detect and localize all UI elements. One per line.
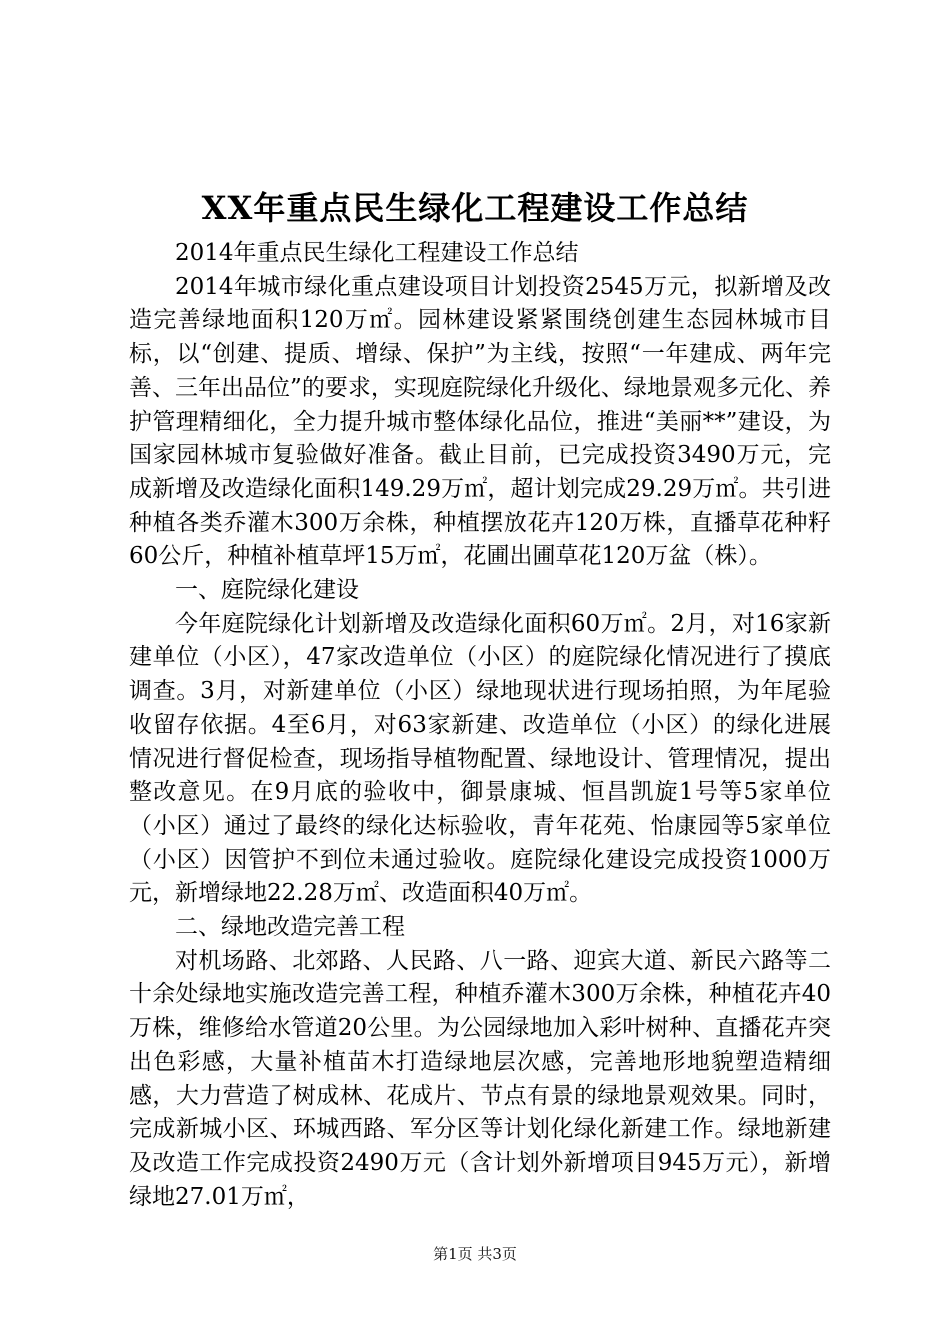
section-heading-greenspace: 二、绿地改造完善工程 xyxy=(175,914,405,941)
section-heading-courtyard: 一、庭院绿化建设 xyxy=(175,577,359,604)
courtyard-paragraph: 今年庭院绿化计划新增及改造绿化面积60万㎡。2月，对16家新建单位（小区），47家改造单位（小区）的庭院绿化情况进行了摸底调查。3月，对新建单位（小区）绿地现状进行现场拍照，为年尾验收留存依据。4至6月，对63家新建、改造单位（小区）的绿化进展情况进行督促检查，现场指导植物配置、绿地设计、管理情况，提出整改意见。在9月底的验收中，御景康城、恒昌凯旋1号等5家单位（小区）通过了最终的绿化达标验收，青年花苑、怡康园等5家单位（小区）因管护不到位未通过验收。庭院绿化建设完成投资1000万元，新增绿地22.28万㎡、改造面积40万㎡。 xyxy=(129,610,831,907)
document-body xyxy=(129,237,831,1214)
summary-paragraph: 2014年城市绿化重点建设项目计划投资2545万元，拟新增及改造完善绿地面积120万㎡。园林建设紧紧围绕创建生态园林城市目标，以“创建、提质、增绿、保护”为主线，按照“一年建成、两年完善、三年出品位”的要求，实现庭院绿化升级化、绿地景观多元化、养护管理精细化，全力提升城市整体绿化品位，推进“美丽**”建设，为国家园林城市复验做好准备。截止目前，已完成投资3490万元，完成新增及改造绿化面积149.29万㎡，超计划完成29.29万㎡。共引进种植各类乔灌木300万余株，种植摆放花卉120万株，直播草花种籽60公斤，种植补植草坪15万㎡，花圃出圃草花120万盆（株）。 xyxy=(129,273,831,570)
greenspace-paragraph: 对机场路、北郊路、人民路、八一路、迎宾大道、新民六路等二十余处绿地实施改造完善工程，种植乔灌木300万余株，种植花卉40万株，维修给水管道20公里。为公园绿地加入彩叶树种、直播花卉突出色彩感，大量补植苗木打造绿地层次感，完善地形地貌塑造精细感，大力营造了树成林、花成片、节点有景的绿地景观效果。同时，完成新城小区、环城西路、军分区等计划化绿化新建工作。绿地新建及改造工作完成投资2490万元（含计划外新增项目945万元），新增绿地27.01万㎡， xyxy=(129,947,831,1210)
document-title: XX年重点民生绿化工程建设工作总结 xyxy=(201,189,749,227)
page-footer: 第1页 共3页 xyxy=(433,1245,517,1263)
subtitle-paragraph: 2014年重点民生绿化工程建设工作总结 xyxy=(175,240,579,266)
